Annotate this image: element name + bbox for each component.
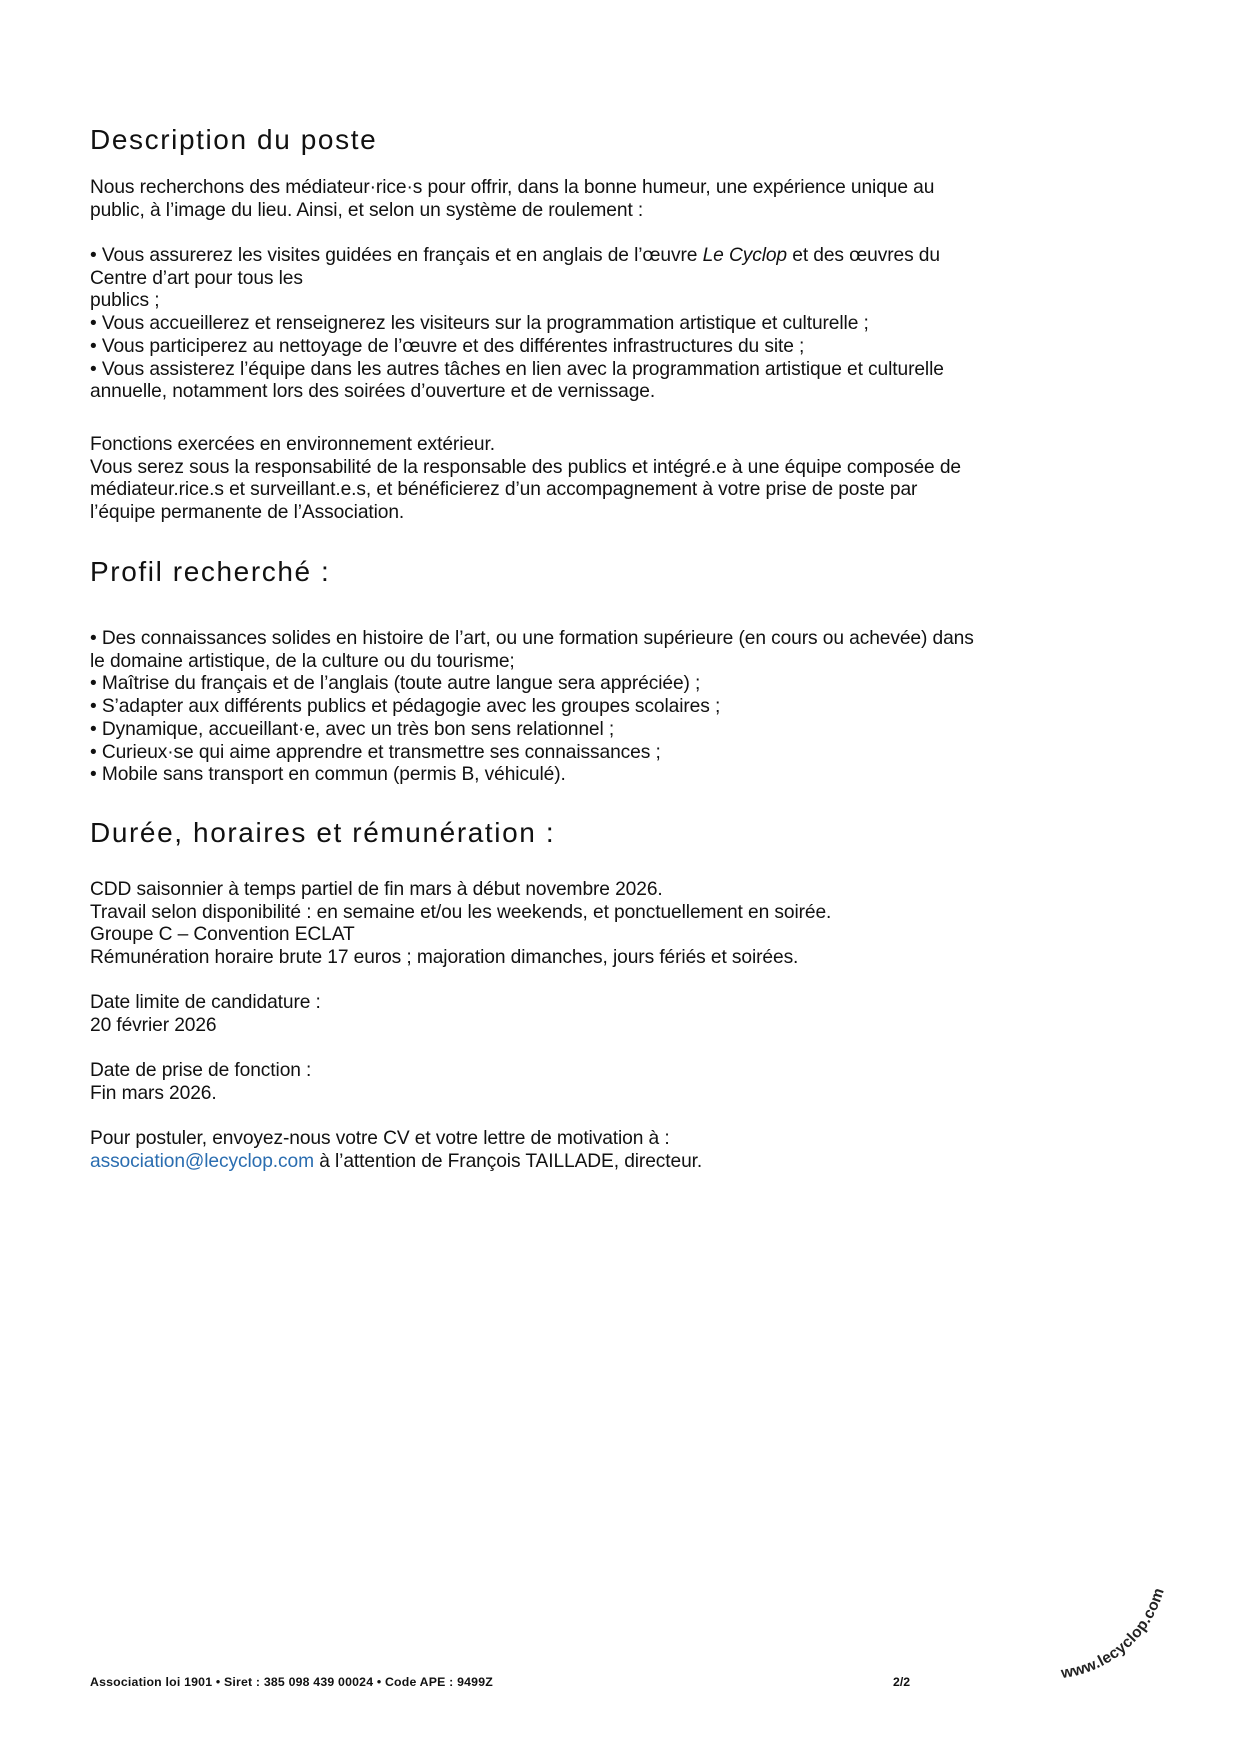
heading-profile: Profil recherché : xyxy=(90,556,331,587)
profile-item: • Mobile sans transport en commun (permis B, véhiculé). xyxy=(90,764,566,786)
bullet-item: • Vous participerez au nettoyage de l’œuvre et des différentes infrastructures du site ; xyxy=(90,335,805,357)
bullet-visits-line2: Centre d’art pour tous les xyxy=(90,267,303,289)
terms-line: CDD saisonnier à temps partiel de fin mars à début novembre 2026. xyxy=(90,879,663,900)
website-url[interactable] xyxy=(1059,1586,1168,1683)
apply-recipient: à l’attention de François TAILLADE, directeur. xyxy=(313,1150,703,1172)
start-date xyxy=(90,1060,1140,1105)
terms-line: Rémunération horaire brute 17 euros ; majoration dimanches, jours fériés et soirées. xyxy=(90,947,799,969)
profile-item: • S’adapter aux différents publics et pédagogie avec les groupes scolaires ; xyxy=(90,696,721,718)
bullet-item: • Vous assisterez l’équipe dans les autres tâches en lien avec la programmation artistique et culturelle xyxy=(90,358,944,380)
deadline-value: 20 février 2026 xyxy=(90,1014,217,1036)
start-date-label: Date de prise de fonction : xyxy=(90,1060,312,1081)
footer-legal-info: Association loi 1901 • Siret : 385 098 439 00024 • Code APE : 9499Z xyxy=(90,1675,493,1689)
profile-item: • Maîtrise du français et de l’anglais (toute autre langue sera appréciée) ; xyxy=(90,673,701,695)
start-date-value: Fin mars 2026. xyxy=(90,1082,217,1104)
profile-list xyxy=(90,628,1140,787)
email-link[interactable]: association@lecyclop.com xyxy=(90,1150,314,1172)
bullet-visits xyxy=(90,245,1140,268)
profile-item: • Dynamique, accueillant·e, avec un très bon sens relationnel ; xyxy=(90,718,615,740)
context-line: Fonctions exercées en environnement extérieur. xyxy=(90,434,495,455)
heading-description: Description du poste xyxy=(90,124,378,155)
terms-details xyxy=(90,879,1140,970)
context-line: Vous serez sous la responsabilité de la responsable des publics et intégré.e à une équipe composée de xyxy=(90,456,961,478)
application-instructions xyxy=(90,1128,1140,1173)
bullet-visits-text: • Vous assurerez les visites guidées en français et en anglais de l’œuvre xyxy=(90,245,703,266)
description-bullets xyxy=(90,245,1140,404)
apply-contact xyxy=(90,1151,1140,1174)
profile-item-continued: le domaine artistique, de la culture ou du tourisme; xyxy=(90,650,515,672)
terms-line: Groupe C – Convention ECLAT xyxy=(90,924,355,946)
bullet-visits-line3: publics ; xyxy=(90,290,160,312)
bullet-item-continued: annuelle, notamment lors des soirées d’ouverture et de vernissage. xyxy=(90,381,656,403)
profile-item: • Curieux·se qui aime apprendre et transmettre ses connaissances ; xyxy=(90,741,661,763)
context-line: médiateur.rice.s et surveillant.e.s, et bénéficierez d’un accompagnement à votre prise de poste par xyxy=(90,479,918,501)
website-curved-text[interactable] xyxy=(1040,1570,1190,1700)
description-context xyxy=(90,434,1140,525)
bullet-item: • Vous accueillerez et renseignerez les visiteurs sur la programmation artistique et culturelle ; xyxy=(90,313,869,335)
artwork-title: Le Cyclop xyxy=(702,245,788,266)
terms-line: Travail selon disponibilité : en semaine et/ou les weekends, et ponctuellement en soirée. xyxy=(90,901,832,923)
apply-text: Pour postuler, envoyez-nous votre CV et votre lettre de motivation à : xyxy=(90,1128,670,1149)
description-intro xyxy=(90,177,1140,222)
page-number: 2/2 xyxy=(893,1675,911,1689)
intro-line: public, à l’image du lieu. Ainsi, et selon un système de roulement : xyxy=(90,199,644,221)
context-line: l’équipe permanente de l’Association. xyxy=(90,502,405,524)
deadline xyxy=(90,992,1140,1037)
profile-item: • Des connaissances solides en histoire de l’art, ou une formation supérieure (en cours ou achevée) dans xyxy=(90,628,974,649)
website-url-path[interactable]: www.lecyclop.com xyxy=(1059,1585,1168,1683)
intro-line: Nous recherchons des médiateur·rice·s pour offrir, dans la bonne humeur, une expérience unique au xyxy=(90,177,935,198)
bullet-visits-text-end: et des œuvres du xyxy=(787,245,940,266)
heading-terms: Durée, horaires et rémunération : xyxy=(90,817,556,848)
deadline-label: Date limite de candidature : xyxy=(90,992,321,1013)
